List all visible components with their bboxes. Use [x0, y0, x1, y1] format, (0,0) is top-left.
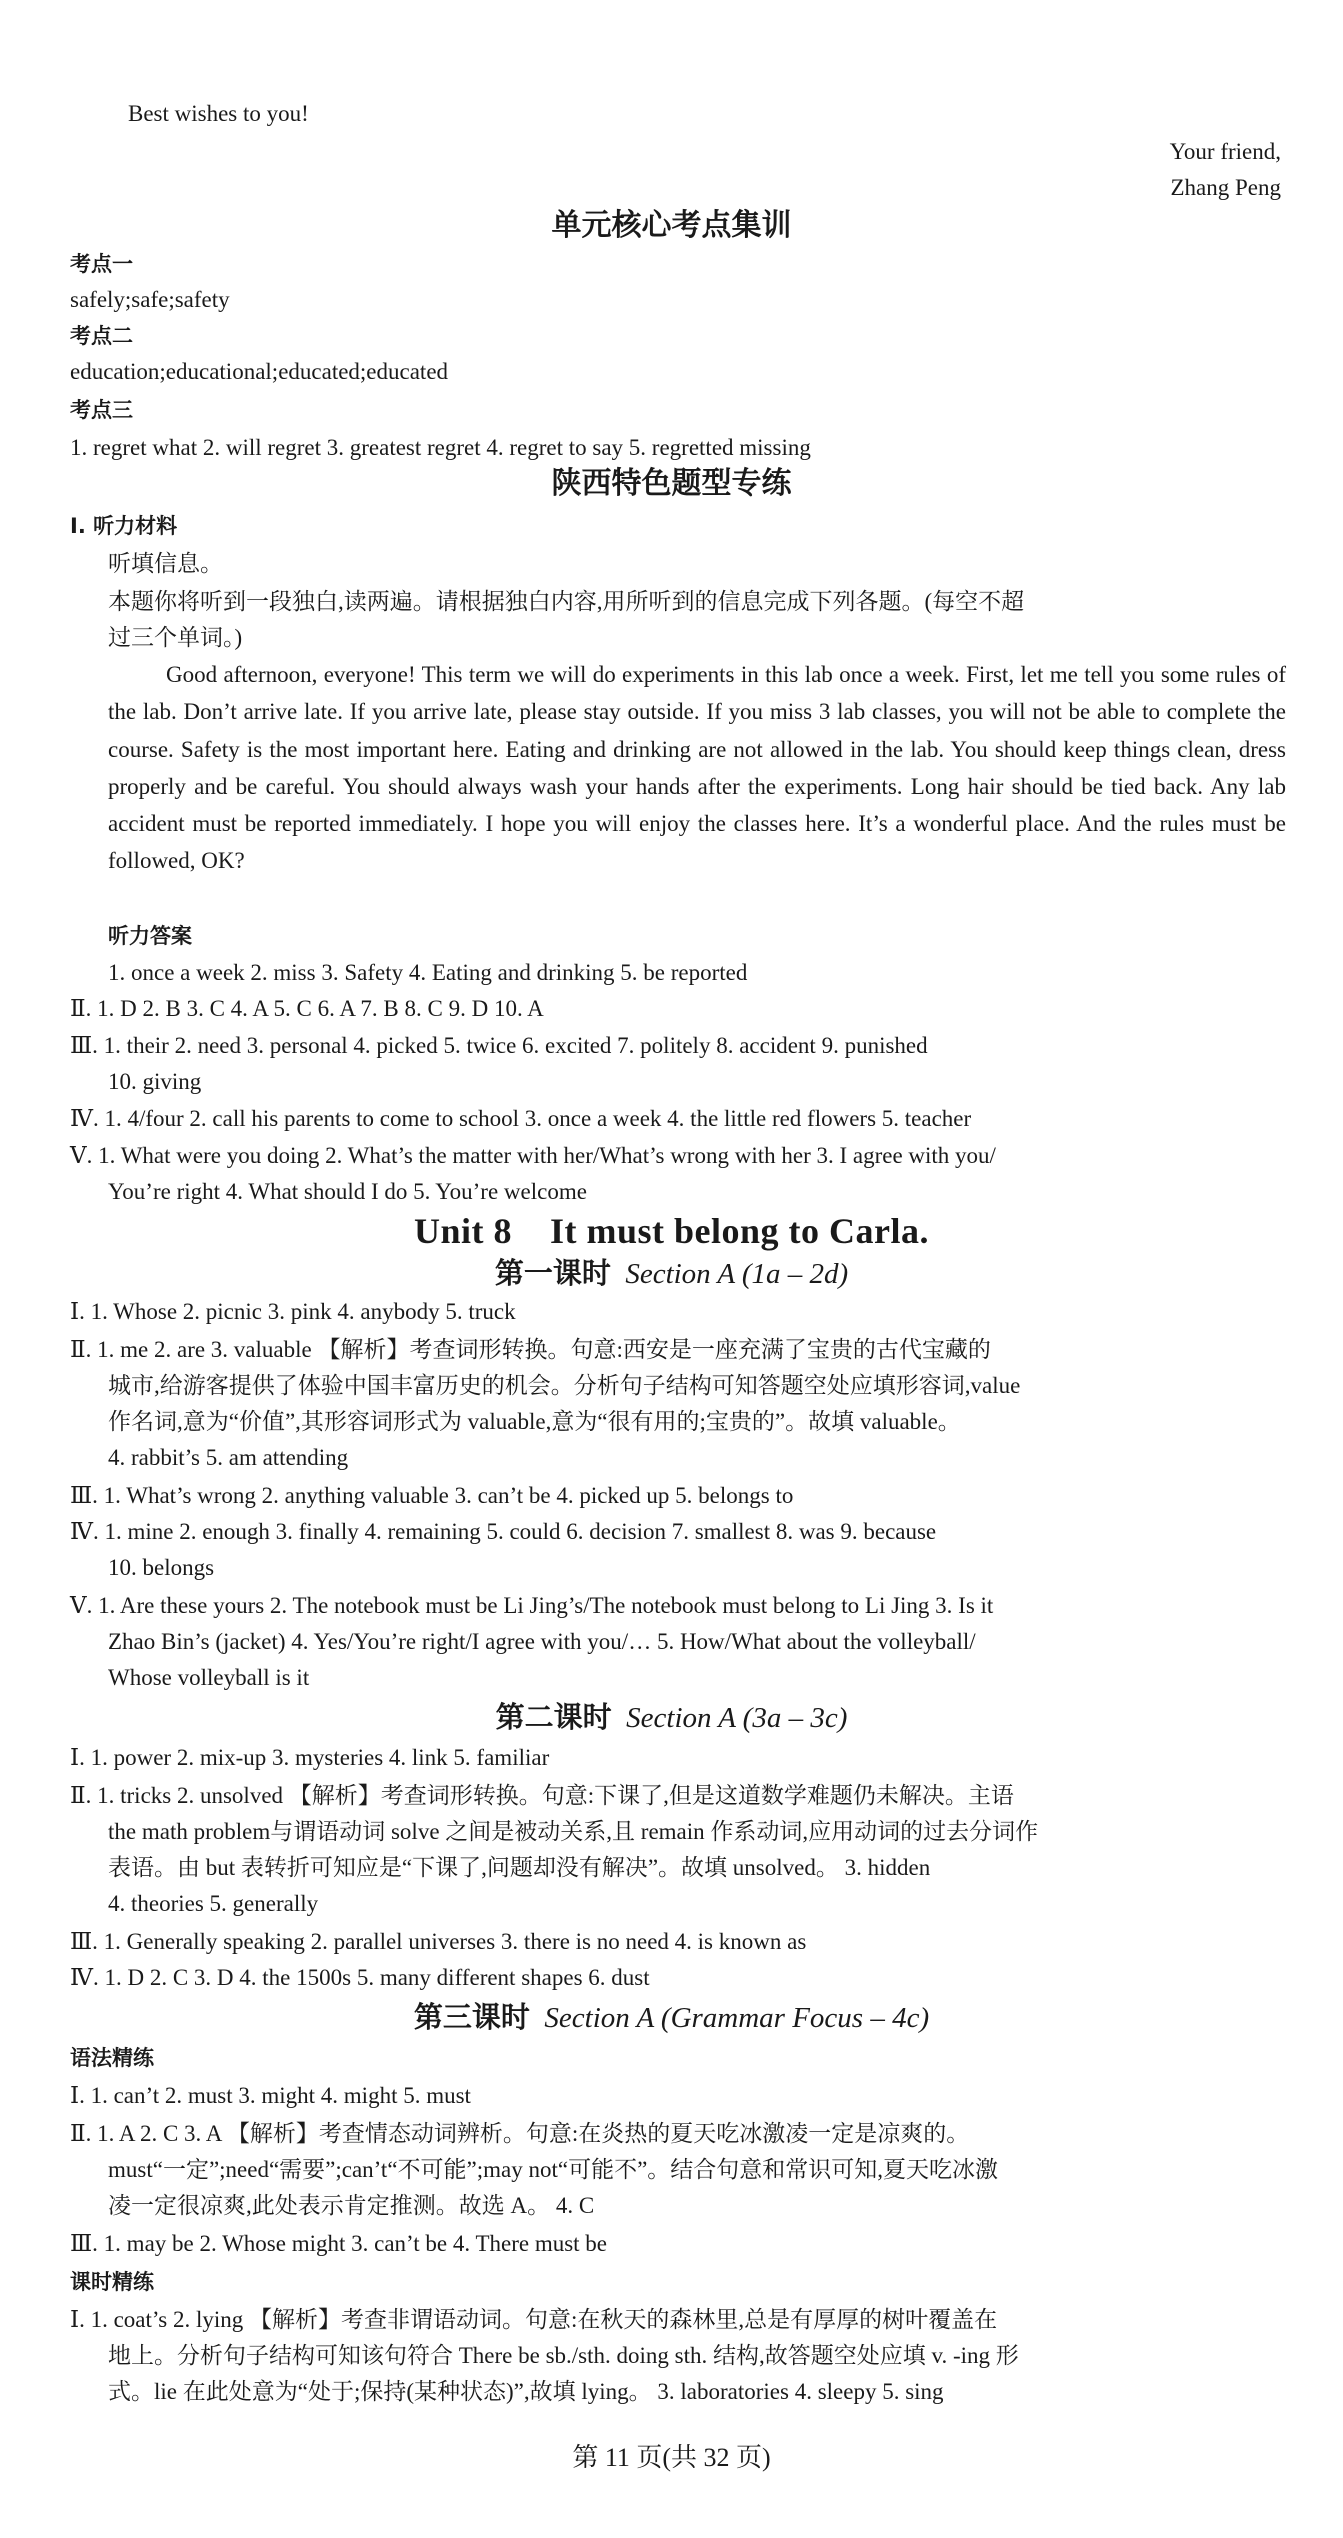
lesson-1-section: Section A (1a – 2d) — [625, 1258, 849, 1290]
lesson-2-line-4: 表语。由 but 表转折可知应是“下课了,问题却没有解决”。故填 unsolved。 3. hidden — [108, 1855, 931, 1880]
lesson-2-line-2: Ⅱ. 1. tricks 2. unsolved 【解析】考查词形转换。句意:下课了,但是这道数学难题仍未解决。主语 — [70, 1783, 1014, 1808]
unit-core-title: 单元核心考点集训 — [551, 209, 792, 242]
shaanxi-section-4: Ⅳ. 1. 4/four 2. call his parents to come to school 3. once a week 4. the little red flowers 5. teacher — [70, 1106, 972, 1131]
page-number: 第 11 页(共 32 页) — [572, 2443, 771, 2472]
lesson-1-line-3: 城市,给游客提供了体验中国丰富历史的机会。分析句子结构可知答题空处应填形容词,value — [108, 1373, 1021, 1398]
lesson-1-line-2: Ⅱ. 1. me 2. are 3. valuable 【解析】考查词形转换。句意:西安是一座充满了宝贵的古代宝藏的 — [70, 1337, 991, 1362]
lesson-1-line-5: 4. rabbit’s 5. am attending — [108, 1445, 349, 1470]
unit-8-title: Unit 8 It must belong to Carla. — [413, 1211, 929, 1251]
grammar-practice-label: 语法精练 — [70, 2046, 154, 2070]
grammar-line-4: 凌一定很凉爽,此处表示肯定推测。故选 A。 4. C — [108, 2193, 595, 2218]
shaanxi-section-3-line-1: Ⅲ. 1. their 2. need 3. personal 4. picked 5. twice 6. excited 7. politely 8. accident 9. punished — [70, 1033, 928, 1058]
lesson-2-line-5: 4. theories 5. generally — [108, 1891, 319, 1916]
kaodian-3-label: 考点三 — [70, 398, 133, 422]
lesson-2-line-7: Ⅳ. 1. D 2. C 3. D 4. the 1500s 5. many different shapes 6. dust — [70, 1965, 650, 1990]
shaanxi-section-3-line-2: 10. giving — [108, 1069, 202, 1094]
grammar-line-1: Ⅰ. 1. can’t 2. must 3. might 4. might 5. must — [70, 2083, 471, 2108]
lesson-1-line-1: Ⅰ. 1. Whose 2. picnic 3. pink 4. anybody 5. truck — [70, 1299, 516, 1324]
listening-material-label: Ⅰ. 听力材料 — [70, 514, 178, 538]
grammar-line-2: Ⅱ. 1. A 2. C 3. A 【解析】考查情态动词辨析。句意:在炎热的夏天吃冰激凌一定是凉爽的。 — [70, 2121, 970, 2146]
kaodian-3-answer: 1. regret what 2. will regret 3. greatest regret 4. regret to say 5. regretted missing — [70, 435, 811, 460]
shaanxi-section-5-line-1: Ⅴ. 1. What were you doing 2. What’s the matter with her/What’s wrong with her 3. I agree with you/ — [70, 1143, 996, 1168]
grammar-line-5: Ⅲ. 1. may be 2. Whose might 3. can’t be 4. There must be — [70, 2231, 608, 2256]
lesson-3-heading — [0, 2000, 1343, 2036]
lesson-2-line-1: Ⅰ. 1. power 2. mix-up 3. mysteries 4. link 5. familiar — [70, 1745, 550, 1770]
lesson-2-section: Section A (3a – 3c) — [626, 1702, 848, 1734]
shaanxi-section-2: Ⅱ. 1. D 2. B 3. C 4. A 5. C 6. A 7. B 8. C 9. D 10. A — [70, 996, 544, 1021]
practice-line-2: 地上。分析句子结构可知该句符合 There be sb./sth. doing sth. 结构,故答题空处应填 v. -ing 形 — [108, 2343, 1019, 2368]
lesson-2-heading — [0, 1700, 1343, 1736]
letter-signature: Zhang Peng — [1170, 175, 1281, 200]
lesson-1-line-8: 10. belongs — [108, 1555, 215, 1580]
listening-transcript: Good afternoon, everyone! This term we will do experiments in this lab once a week. First, let me tell you some rules of the lab. Don’t arrive late. If you arrive late, please stay outside. If you miss 3 lab classes, you will not be able to complete the course. Safety is the most important here. Eating and drinking are not allowed in the lab. You should keep things clean, dress properly and be careful. You should always wash your hands after the experiments. Long hair should be tied back. Any lab accident must be reported immediately. I hope you will enjoy the classes here. It’s a wonderful place. And the rules must be followed, OK? — [108, 662, 1286, 874]
listening-answer-label: 听力答案 — [108, 924, 192, 948]
lesson-practice-label: 课时精练 — [70, 2270, 154, 2294]
grammar-line-3: must“一定”;need“需要”;can’t“不可能”;may not“可能不”。结合句意和常识可知,夏天吃冰激 — [108, 2157, 999, 2182]
letter-wishes: Best wishes to you! — [128, 101, 309, 126]
lesson-1-line-11: Whose volleyball is it — [108, 1665, 310, 1690]
practice-line-3: 式。lie 在此处意为“处于;保持(某种状态)”,故填 lying。 3. laboratories 4. sleepy 5. sing — [108, 2379, 944, 2404]
lesson-3-title: 第三课时 — [413, 2002, 530, 2034]
lesson-1-line-7: Ⅳ. 1. mine 2. enough 3. finally 4. remaining 5. could 6. decision 7. smallest 8. was 9. because — [70, 1519, 937, 1544]
kaodian-1-label: 考点一 — [70, 252, 133, 276]
kaodian-2-label: 考点二 — [70, 324, 133, 348]
lesson-2-line-3: the math problem与谓语动词 solve 之间是被动关系,且 remain 作系动词,应用动词的过去分词作 — [108, 1819, 1039, 1844]
lesson-1-line-9: Ⅴ. 1. Are these yours 2. The notebook must be Li Jing’s/The notebook must belong to Li Jing 3. Is it — [70, 1593, 994, 1618]
kaodian-2-answer: education;educational;educated;educated — [70, 359, 449, 384]
letter-closing: Your friend, — [1169, 139, 1281, 164]
lesson-1-heading — [0, 1256, 1343, 1292]
lesson-1-line-4: 作名词,意为“价值”,其形容词形式为 valuable,意为“很有用的;宝贵的”。故填 valuable。 — [108, 1409, 961, 1434]
lesson-3-section: Section A (Grammar Focus – 4c) — [544, 2002, 930, 2034]
kaodian-1-answer: safely;safe;safety — [70, 287, 230, 312]
lesson-2-title: 第二课时 — [495, 1702, 612, 1734]
listening-intro: 听填信息。 — [108, 551, 223, 576]
shaanxi-section-5-line-2: You’re right 4. What should I do 5. You’re welcome — [108, 1179, 587, 1204]
lesson-2-line-6: Ⅲ. 1. Generally speaking 2. parallel universes 3. there is no need 4. is known as — [70, 1929, 807, 1954]
practice-line-1: Ⅰ. 1. coat’s 2. lying 【解析】考查非谓语动词。句意:在秋天的森林里,总是有厚厚的树叶覆盖在 — [70, 2307, 998, 2332]
lesson-1-line-6: Ⅲ. 1. What’s wrong 2. anything valuable 3. can’t be 4. picked up 5. belongs to — [70, 1483, 794, 1508]
lesson-1-line-10: Zhao Bin’s (jacket) 4. Yes/You’re right/I agree with you/… 5. How/What about the volleyball/ — [108, 1629, 976, 1654]
listening-instruction-1: 本题你将听到一段独白,读两遍。请根据独白内容,用所听到的信息完成下列各题。(每空不超 — [108, 589, 1025, 614]
lesson-1-title: 第一课时 — [494, 1258, 611, 1290]
listening-instruction-2: 过三个单词。) — [108, 625, 243, 650]
listening-answer: 1. once a week 2. miss 3. Safety 4. Eating and drinking 5. be reported — [108, 960, 748, 985]
shaanxi-title: 陕西特色题型专练 — [551, 467, 792, 500]
